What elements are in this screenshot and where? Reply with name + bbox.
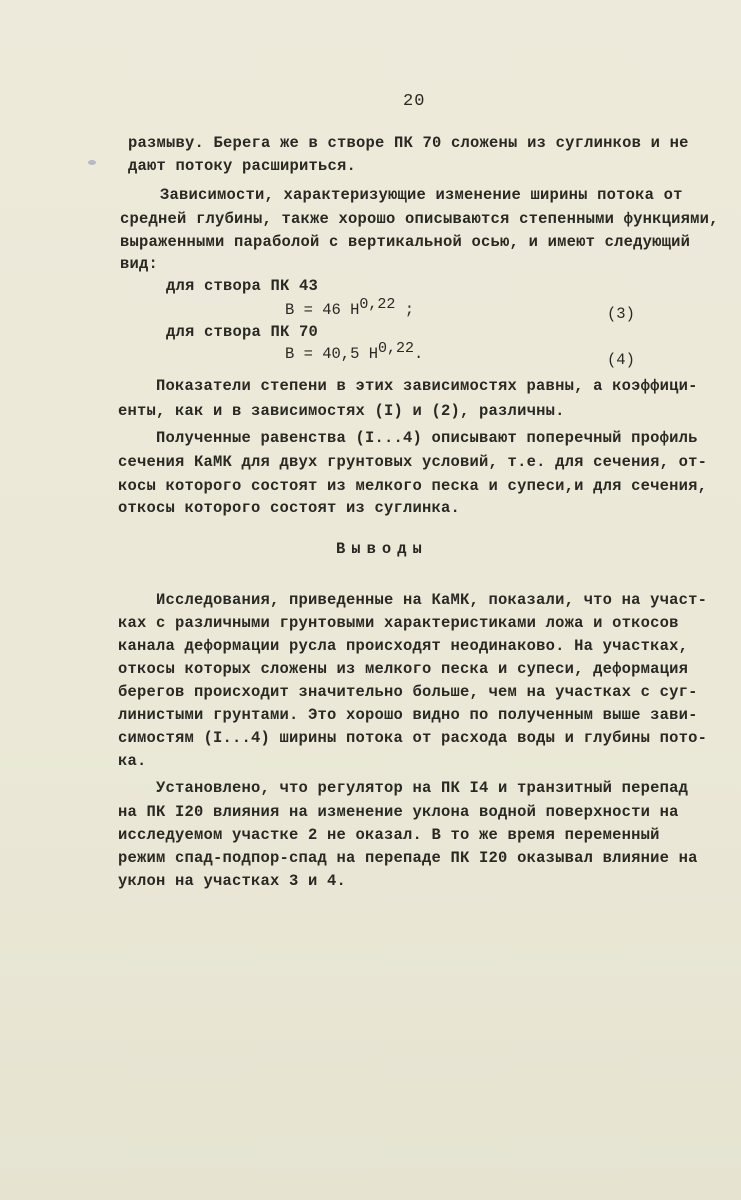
text-line: откосы которого состоят из суглинка.: [118, 499, 461, 517]
page-number: 20: [403, 92, 426, 111]
formula-lhs: B = 46 H: [285, 301, 360, 319]
text-line: дают потоку расшириться.: [128, 157, 357, 175]
text-line: ка.: [118, 752, 147, 770]
formula-3: [285, 296, 415, 321]
text-line: Исследования, приведенные на КаМК, показали, что на участ-: [156, 591, 708, 609]
text-line: вид:: [120, 255, 159, 273]
text-line: на ПК I20 влияния на изменение уклона водной поверхности на: [118, 803, 679, 821]
formula-tail: ;: [395, 301, 415, 319]
text-line: Зависимости, характеризующие изменение ширины потока от: [160, 186, 683, 204]
text-line: енты, как и в зависимостях (I) и (2), различны.: [118, 402, 565, 420]
text-line: Полученные равенства (I...4) описывают поперечный профиль: [156, 429, 698, 447]
text-line: линистыми грунтами. Это хорошо видно по полученным выше зави-: [118, 706, 698, 724]
text-line: режим спад-подпор-спад на перепаде ПК I20 оказывал влияние на: [118, 849, 698, 867]
ink-blot: [88, 160, 96, 165]
formula-label: для створа ПК 43: [166, 277, 319, 295]
text-line: Установлено, что регулятор на ПК I4 и транзитный перепад: [156, 779, 689, 797]
formula-lhs: B = 40,5 H: [285, 345, 379, 363]
text-line: ках с различными грунтовыми характеристиками ложа и откосов: [118, 614, 679, 632]
text-line: откосы которых сложены из мелкого песка и супеси, деформация: [118, 660, 689, 678]
text-line: косы которого состоят из мелкого песка и супеси,и для сечения,: [118, 477, 708, 495]
formula-tail: .: [414, 345, 424, 363]
section-heading: Выводы: [336, 540, 428, 558]
formula-label: для створа ПК 70: [166, 323, 319, 341]
equation-number: (3): [607, 305, 635, 323]
text-line: средней глубины, также хорошо описываются степенными функциями,: [120, 210, 719, 228]
text-line: Показатели степени в этих зависимостях равны, а коэффици-: [156, 377, 698, 395]
text-line: сечения КаМК для двух грунтовых условий, т.е. для сечения, от-: [118, 453, 708, 471]
text-line: симостям (I...4) ширины потока от расхода воды и глубины пото-: [118, 729, 708, 747]
formula-exponent: 0,22: [359, 296, 396, 313]
text-line: берегов происходит значительно больше, чем на участках с суг-: [118, 683, 698, 701]
text-line: уклон на участках 3 и 4.: [118, 872, 347, 890]
formula-4: [285, 340, 424, 365]
formula-exponent: 0,22: [378, 340, 415, 357]
equation-number: (4): [607, 351, 635, 369]
text-line: выраженными параболой с вертикальной осью, и имеют следующий: [120, 233, 691, 251]
text-line: исследуемом участке 2 не оказал. В то же время переменный: [118, 826, 660, 844]
text-line: размыву. Берега же в створе ПК 70 сложены из суглинков и не: [128, 134, 689, 152]
text-line: канала деформации русла происходят неодинаково. На участках,: [118, 637, 689, 655]
